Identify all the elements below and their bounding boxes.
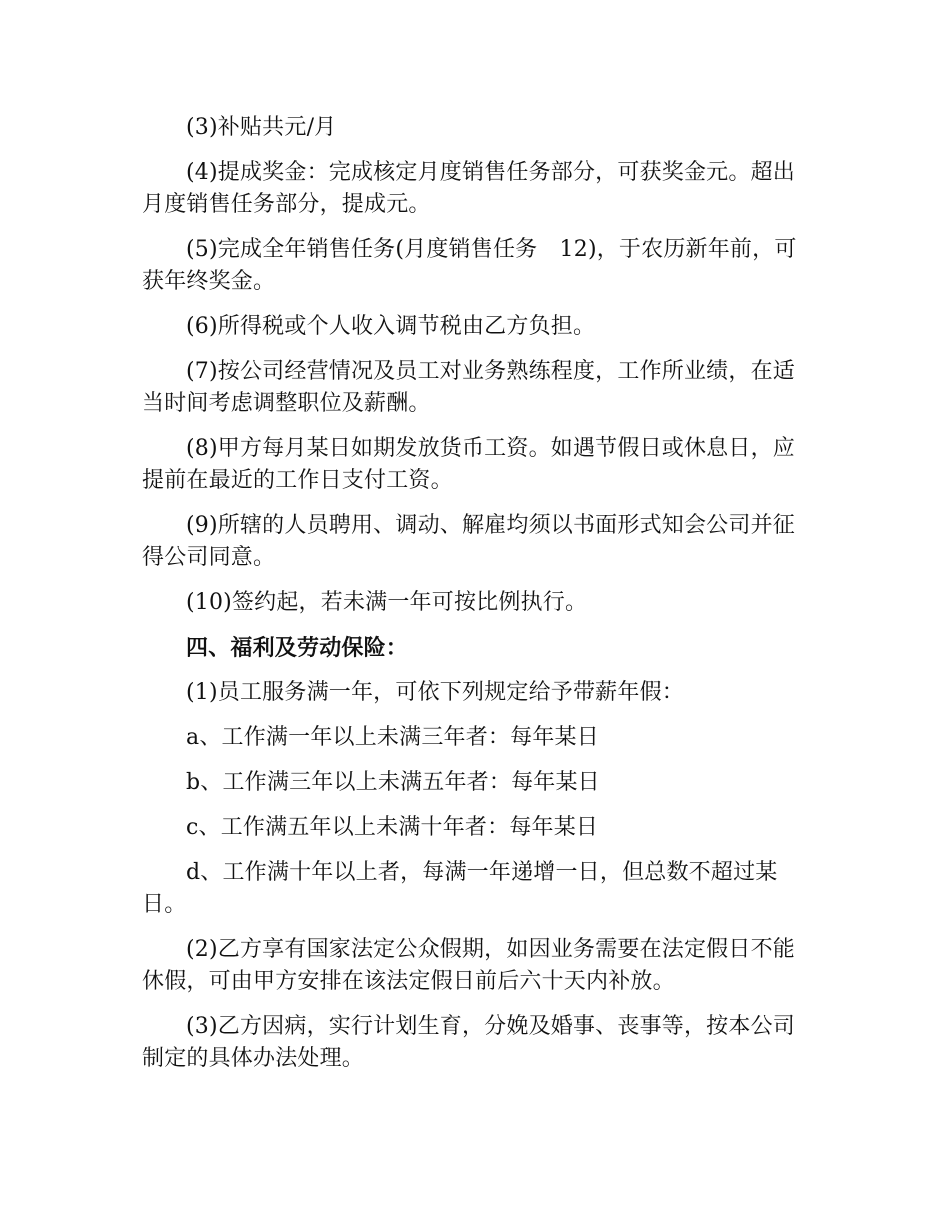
clause-public-holidays: (2)乙方享有国家法定公众假期，如因业务需要在法定假日不能休假，可由甲方安排在该法定假日前后六十天内补放。 [142, 937, 795, 994]
clause-annual-bonus: (5)完成全年销售任务(月度销售任务 12)，于农历新年前，可获年终奖金。 [142, 237, 797, 294]
clause-commission: (4)提成奖金：完成核定月度销售任务部分，可获奖金元。超出月度销售任务部分，提成元。 [142, 160, 795, 217]
clause-pay-date: (8)甲方每月某日如期发放货币工资。如遇节假日或休息日，应提前在最近的工作日支付工资。 [142, 436, 795, 493]
clause-proration: (10)签约起，若未满一年可按比例执行。 [186, 590, 588, 615]
leave-rule-b: b、工作满三年以上未满五年者：每年某日 [186, 770, 600, 795]
clause-staff-management: (9)所辖的人员聘用、调动、解雇均须以书面形式知会公司并征得公司同意。 [142, 513, 795, 570]
clause-annual-leave: (1)员工服务满一年，可依下列规定给予带薪年假： [186, 680, 684, 705]
leave-rule-c: c、工作满五年以上未满十年者：每年某日 [186, 815, 599, 840]
document-body [142, 112, 814, 1088]
clause-income-tax: (6)所得税或个人收入调节税由乙方负担。 [186, 314, 596, 339]
leave-rule-d: d、工作满十年以上者，每满一年递增一日，但总数不超过某日。 [142, 860, 778, 917]
leave-rule-a: a、工作满一年以上未满三年者：每年某日 [186, 725, 599, 750]
clause-sick-leave: (3)乙方因病，实行计划生育，分娩及婚事、丧事等，按本公司制定的具体办法处理。 [142, 1014, 795, 1071]
section-heading-welfare: 四、福利及劳动保险： [186, 635, 409, 661]
clause-salary-adjustment: (7)按公司经营情况及员工对业务熟练程度，工作所业绩，在适当时间考虑调整职位及薪酬。 [142, 359, 795, 416]
clause-subsidy: (3)补贴共元/月 [186, 115, 337, 140]
